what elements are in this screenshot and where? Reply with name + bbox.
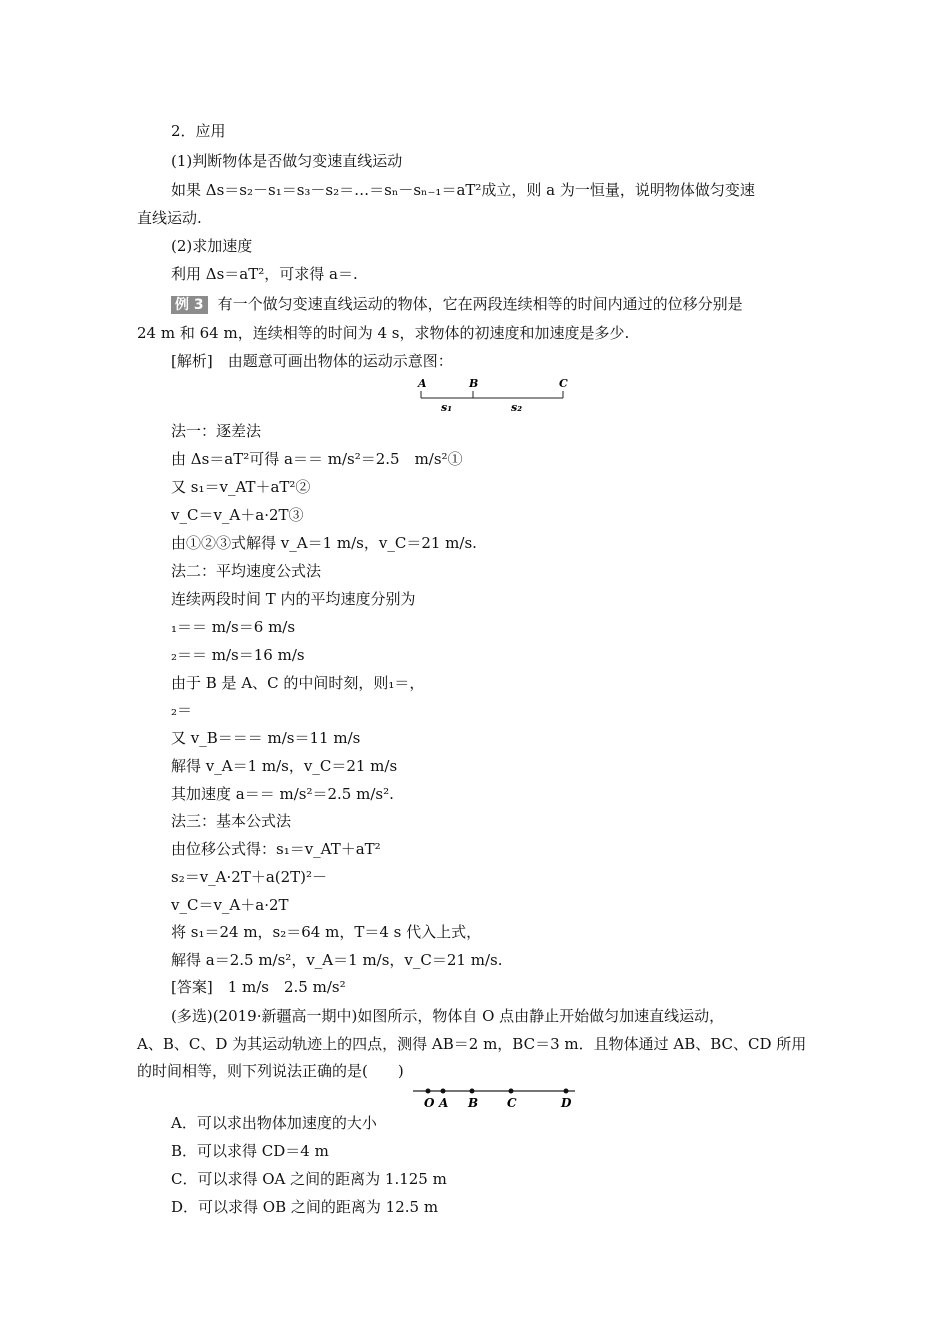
label-a: A [439, 1096, 449, 1110]
method2-line: ₂＝＝ m/s＝16 m/s [171, 646, 305, 664]
label-d: D [561, 1096, 572, 1110]
method1-line: 法一：逐差法 [171, 422, 262, 440]
section-heading: 2．应用 [171, 122, 226, 140]
option-d: D．可以求得 OB 之间的距离为 12.5 m [171, 1198, 439, 1216]
problem-stem-cont: A、B、C、D 为其运动轨迹上的四点，测得 AB＝2 m，BC＝3 m．且物体通过 AB、BC、CD 所用 [137, 1035, 807, 1053]
point-c-label: C [559, 377, 568, 390]
analysis-intro: [解析] 由题意可画出物体的运动示意图： [171, 352, 453, 370]
point-a-label: A [418, 377, 427, 390]
method1-line: v_C＝v_A＋a·2T③ [171, 506, 304, 524]
method1-line: 由 Δs＝aT²可得 a＝＝ m/s²＝2.5 m/s²① [171, 450, 463, 468]
method3-line: 由位移公式得：s₁＝v_AT＋aT² [171, 840, 381, 858]
point-o [426, 1089, 431, 1094]
method2-line: 法二：平均速度公式法 [171, 562, 322, 580]
label-o: O [424, 1096, 435, 1110]
item1-body-cont: 直线运动. [137, 209, 202, 227]
problem-stem: (多选)(2019·新疆高一期中)如图所示，物体自 O 点由静止开始做匀加速直线运动， [171, 1007, 725, 1025]
method1-line: 由①②③式解得 v_A＝1 m/s，v_C＝21 m/s. [171, 534, 477, 552]
point-d [564, 1089, 569, 1094]
motion-diagram-oabcd [410, 1082, 582, 1112]
s1-label: s₁ [441, 401, 453, 414]
point-a [441, 1089, 446, 1094]
point-c [509, 1089, 514, 1094]
point-b-label: B [469, 377, 479, 390]
option-a: A．可以求出物体加速度的大小 [171, 1114, 377, 1132]
example-question-text: 有一个做匀变速直线运动的物体，它在两段连续相等的时间内通过的位移分别是 [217, 295, 743, 313]
motion-diagram-abc [410, 374, 580, 416]
method2-line: ₁＝＝ m/s＝6 m/s [171, 618, 296, 636]
item1-title: (1)判断物体是否做匀变速直线运动 [171, 152, 403, 170]
item2-title: (2)求加速度 [171, 237, 253, 255]
example-question [171, 294, 743, 314]
problem-stem-cont: 的时间相等，则下列说法正确的是( ) [137, 1062, 404, 1080]
point-b [470, 1089, 475, 1094]
method2-line: ₂＝ [171, 701, 193, 719]
example-badge: 例 3 [171, 296, 208, 314]
option-b: B．可以求得 CD＝4 m [171, 1142, 329, 1160]
method2-line: 由于 B 是 A、C 的中间时刻，则₁＝， [171, 674, 425, 692]
method2-line: 又 v_B＝＝＝ m/s＝11 m/s [171, 729, 361, 747]
method3-line: v_C＝v_A＋a·2T [171, 896, 289, 914]
option-c: C．可以求得 OA 之间的距离为 1.125 m [171, 1170, 447, 1188]
method1-line: 又 s₁＝v_AT＋aT²② [171, 478, 311, 496]
method3-line: 解得 a＝2.5 m/s²，v_A＝1 m/s，v_C＝21 m/s. [171, 951, 503, 969]
method2-line: 连续两段时间 T 内的平均速度分别为 [171, 590, 416, 608]
method3-line: s₂＝v_A·2T＋a(2T)²－ [171, 868, 328, 886]
label-b: B [468, 1096, 479, 1110]
method2-line: 解得 v_A＝1 m/s，v_C＝21 m/s [171, 757, 398, 775]
example-question-cont: 24 m 和 64 m，连续相等的时间为 4 s，求物体的初速度和加速度是多少. [137, 324, 630, 342]
label-c: C [507, 1096, 517, 1110]
answer-line: [答案] 1 m/s 2.5 m/s² [171, 978, 346, 996]
method3-line: 将 s₁＝24 m，s₂＝64 m，T＝4 s 代入上式， [171, 923, 482, 941]
method2-line: 其加速度 a＝＝ m/s²＝2.5 m/s². [171, 785, 394, 803]
s2-label: s₂ [511, 401, 523, 414]
method3-line: 法三：基本公式法 [171, 812, 292, 830]
item2-body: 利用 Δs＝aT²，可求得 a＝. [171, 265, 358, 283]
item1-body: 如果 Δs＝s₂－s₁＝s₃－s₂＝…＝sₙ－sₙ₋₁＝aT²成立，则 a 为一恒量，说明物体做匀变速 [171, 181, 755, 199]
